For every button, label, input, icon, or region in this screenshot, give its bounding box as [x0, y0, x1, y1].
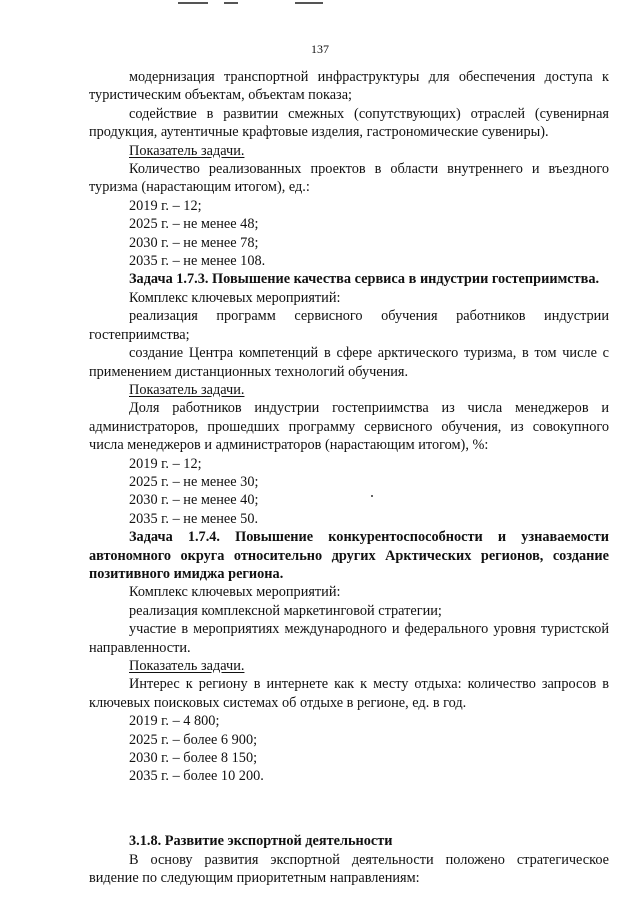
- paragraph: 2030 г. – не менее 40;: [129, 492, 259, 509]
- paragraph: 2030 г. – более 8 150;: [129, 750, 258, 767]
- paragraph: 2025 г. – более 6 900;: [129, 731, 258, 748]
- spacer: [89, 800, 609, 818]
- section-label: Показатель задачи.: [129, 381, 245, 398]
- paragraph: содействие в развитии смежных (сопутствующих) отраслей (сувенирная продукция, аутентичные крафтовые изделия, гастрономические сувениры).: [89, 105, 609, 141]
- paragraph: участие в мероприятиях международного и федерального уровня туристской направленности.: [89, 621, 609, 656]
- paragraph: реализация программ сервисного обучения работников индустрии гостеприимства;: [89, 308, 609, 343]
- paragraph: 2019 г. – 12;: [129, 455, 202, 472]
- paragraph: реализация комплексной маркетинговой стратегии;: [129, 602, 442, 619]
- paragraph: 2019 г. – 12;: [129, 197, 202, 214]
- paragraph: модернизация транспортной инфраструктуры для обеспечения доступа к туристическим объектам, объектам показа;: [89, 69, 609, 104]
- heading: 3.1.8. Развитие экспортной деятельности: [129, 833, 393, 850]
- paragraph: создание Центра компетенций в сфере арктического туризма, в том числе с применением дистанционных технологий обучения.: [89, 345, 609, 380]
- paragraph: 2030 г. – не менее 78;: [129, 234, 259, 251]
- paragraph: Комплекс ключевых мероприятий:: [129, 584, 341, 601]
- section-label: Показатель задачи.: [129, 142, 245, 159]
- heading: Задача 1.7.3. Повышение качества сервиса в индустрии гостеприимства.: [129, 271, 600, 288]
- paragraph: В основу развития экспортной деятельности положено стратегическое видение по следующим приоритетным направлениям:: [89, 851, 609, 887]
- paragraph: 2025 г. – не менее 48;: [129, 216, 259, 233]
- paragraph: Комплекс ключевых мероприятий:: [129, 289, 341, 306]
- paragraph: 2035 г. – не менее 50.: [129, 510, 259, 527]
- paragraph: 2019 г. – 4 800;: [129, 713, 220, 730]
- paragraph: 2035 г. – не менее 108.: [129, 253, 266, 270]
- scan-top-marks: [0, 0, 640, 8]
- heading: Задача 1.7.4. Повышение конкурентоспособности и узнаваемости автономного округа относительно других Арктических регионов, создание позитивного имиджа региона.: [89, 529, 609, 582]
- document-body: [89, 68, 609, 888]
- paragraph: 2025 г. – не менее 30;: [129, 473, 259, 490]
- paragraph: Количество реализованных проектов в области внутреннего и въездного туризма (нарастающим итогом), ед.:: [89, 161, 609, 196]
- paragraph: 2035 г. – более 10 200.: [129, 768, 264, 785]
- paragraph: Интерес к региону в интернете как к месту отдыха: количество запросов в ключевых поисковых системах об отдыхе в регионе, ед. в год.: [89, 676, 609, 711]
- paragraph: Доля работников индустрии гостеприимства из числа менеджеров и администраторов, прошедших программу сервисного обучения, из совокупного числа менеджеров и администраторов (нарастающим итогом), %:: [89, 400, 609, 454]
- page-number: 137: [311, 42, 329, 56]
- section-label: Показатель задачи.: [129, 658, 245, 674]
- scan-speck: [371, 495, 373, 497]
